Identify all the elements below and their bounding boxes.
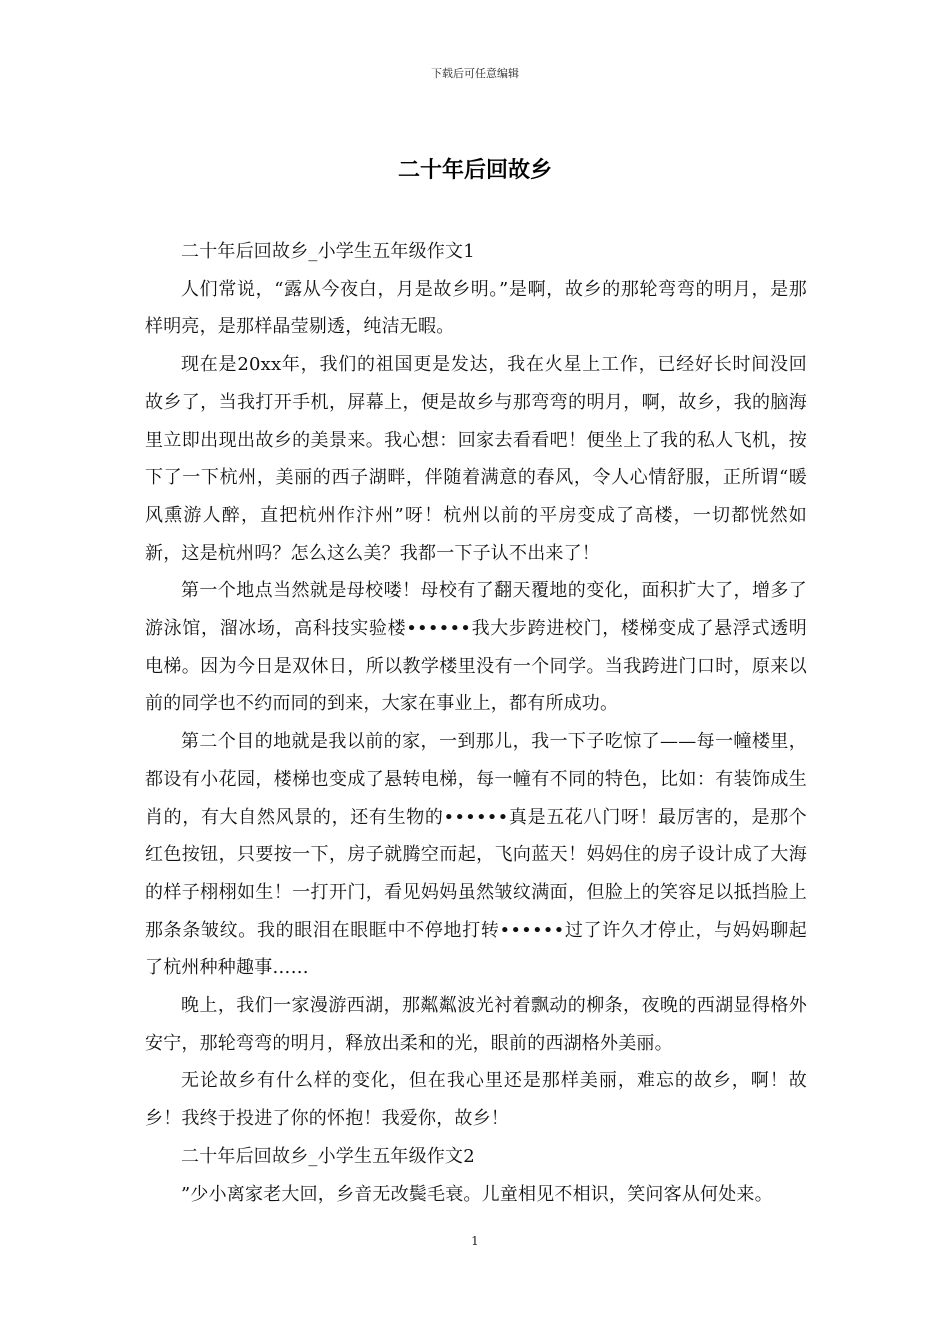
essay-1-heading: 二十年后回故乡_小学生五年级作文1 [181,241,475,262]
paragraph: 晚上，我们一家漫游西湖，那粼粼波光衬着飘动的柳条，夜晚的西湖显得格外安宁，那轮弯弯的明月，释放出柔和的光，眼前的西湖格外美丽。 [145,995,807,1054]
paragraph: 人们常说，“露从今夜白，月是故乡明。”是啊，故乡的那轮弯弯的明月，是那样明亮，是那样晶莹剔透，纯洁无暇。 [145,278,807,338]
paragraph: 现在是20xx年，我们的祖国更是发达，我在火星上工作，已经好长时间没回故乡了，当我打开手机，屏幕上，便是故乡与那弯弯的明月，啊，故乡，我的脑海里立即出现出故乡的美景来。我心想：回家去看看吧！便坐上了我的私人飞机，按下了一下杭州，美丽的西子湖畔，伴随着满意的春风，令人心情舒服，正所谓“暖风熏游人醉，直把杭州作汴州”呀！杭州以前的平房变成了高楼，一切都恍然如新，这是杭州吗？怎么这么美？我都一下子认不出来了！ [145,354,807,564]
paragraph: ”少小离家老大回，乡音无改鬓毛衰。儿童相见不相识，笑问客从何处来。 [181,1183,773,1205]
paragraph: 第二个目的地就是我以前的家，一到那儿，我一下子吃惊了——每一幢楼里，都设有小花园，楼梯也变成了悬转电梯，每一幢有不同的特色，比如：有装饰成生肖的，有大自然风景的，还有生物的••••••真是五花八门呀！最厉害的，是那个红色按钮，只要按一下，房子就腾空而起，飞向蓝天！妈妈住的房子设计成了大海的样子栩栩如生！一打开门，看见妈妈虽然皱纹满面，但脸上的笑容足以抵挡脸上那条条皱纹。我的眼泪在眼眶中不停地打转••••••过了许久才停止，与妈妈聊起了杭州种种趣事…… [145,731,807,979]
document-title: 二十年后回故乡 [397,157,552,183]
paragraph: 第一个地点当然就是母校喽！母校有了翻天覆地的变化，面积扩大了，增多了游泳馆，溜冰场，高科技实验楼••••••我大步跨进校门，楼梯变成了悬浮式透明电梯。因为今日是双休日，所以教学楼里没有一个同学。当我跨进门口时，原来以前的同学也不约而同的到来，大家在事业上，都有所成功。 [145,580,807,715]
document-body [145,233,807,1213]
page-header-note: 下载后可任意编辑 [431,67,519,80]
page-number: 1 [471,1234,479,1248]
essay-2-heading: 二十年后回故乡_小学生五年级作文2 [181,1145,475,1167]
paragraph: 无论故乡有什么样的变化，但在我心里还是那样美丽，难忘的故乡，啊！故乡！我终于投进了你的怀抱！我爱你，故乡！ [145,1070,807,1130]
